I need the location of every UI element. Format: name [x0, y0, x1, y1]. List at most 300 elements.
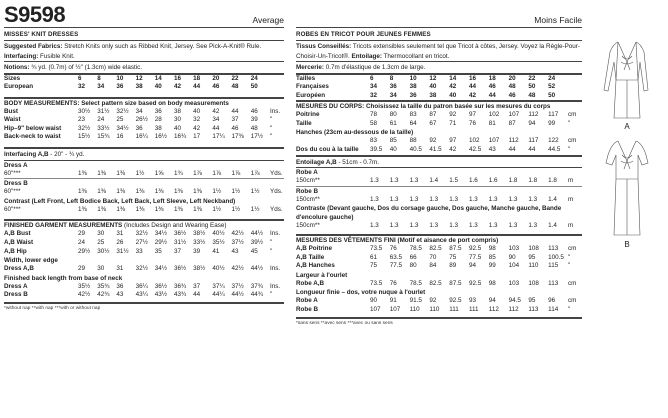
interfacing-text: Fusible Knit. [40, 52, 75, 60]
cell-value: 40 [154, 83, 162, 91]
row-label: 150cm** [296, 177, 320, 185]
cell-value: 96 [548, 297, 556, 305]
cell-value: 45 [250, 247, 258, 255]
row-label: 60"*** [4, 169, 21, 177]
table-row [296, 75, 582, 84]
table-row [296, 245, 582, 254]
notions-info-fr [296, 62, 582, 75]
cell-value: 107 [370, 305, 381, 313]
section-title-fr: ROBES EN TRICOT POUR JEUNES FEMMES [296, 28, 582, 41]
cell-value: 32½ [135, 230, 148, 238]
cell-value: 1⅞ [231, 169, 241, 177]
cell-value: 1½ [231, 205, 241, 213]
cell-value: 8 [97, 74, 101, 82]
cell-value: 46 [212, 83, 220, 91]
row-label: Dress B [4, 291, 28, 299]
cell-value: 44 [231, 107, 239, 115]
cell-value: 32½ [116, 107, 129, 115]
row-label: Taille [296, 119, 312, 127]
cell-value: 87 [508, 119, 516, 127]
cell-value: 104 [508, 262, 520, 270]
finished-subtitle-fr: (Motif et aisance de port compris) [397, 236, 499, 244]
row-label: A,B Waist [4, 238, 34, 246]
body-measurements-header-fr [296, 102, 582, 111]
table-row [296, 120, 582, 129]
cell-value: 34 [389, 91, 397, 99]
body-measurements-header [4, 99, 284, 108]
cell-value: 1⅜ [135, 188, 145, 196]
cell-value: 43½ [154, 291, 168, 299]
cell-value: 44 [212, 124, 220, 132]
fabrics-info-fr [296, 41, 582, 62]
cell-value: 97 [449, 137, 457, 145]
cell-value: 48 [250, 124, 258, 132]
cell-value: 1.3 [389, 177, 399, 185]
unit-label [270, 83, 284, 92]
cell-value: 1⅜ [173, 205, 183, 213]
cell-value: 17½ [250, 133, 263, 141]
illustrations [586, 0, 668, 418]
cell-value: 1.3 [528, 222, 538, 230]
cell-value: 122 [548, 137, 559, 145]
cell-value: 36 [389, 83, 397, 91]
table-row [4, 265, 284, 274]
body-measurements-table-fr [296, 111, 582, 128]
cell-value: 73.5 [370, 244, 383, 252]
cell-value: 36¾ [173, 282, 187, 290]
table-row [4, 248, 284, 257]
table-row [4, 108, 284, 117]
unit-label: cm [568, 279, 577, 287]
notions-text: ¾ yd. (0.7m) of ½" (1.3cm) wide elastic. [31, 64, 143, 71]
cell-value: 30½ [97, 247, 110, 255]
cell-value: 78.5 [409, 244, 422, 252]
cell-value: 37½ [231, 238, 244, 246]
row-label: European [4, 83, 34, 91]
cell-value: 37½ [231, 282, 244, 290]
cell-value: 43 [231, 247, 239, 255]
sizes-table [4, 75, 284, 92]
unit-label: cm [568, 244, 577, 252]
cell-value: 110 [409, 305, 420, 313]
unit-label: " [568, 119, 571, 127]
cell-value: 1⅜ [154, 188, 164, 196]
cell-value: 32 [193, 116, 201, 124]
cell-value: 1.4 [548, 222, 557, 230]
cell-value: 67 [429, 119, 437, 127]
cell-value: 28 [154, 116, 162, 124]
interfacing-yardage [4, 149, 284, 161]
cell-value: 92.5 [468, 279, 482, 287]
cell-value: 102 [468, 137, 480, 145]
cell-value: 36 [135, 124, 143, 132]
cell-value: 1½ [250, 205, 260, 213]
cell-value: 1⅞ [212, 169, 222, 177]
cell-value: 61 [370, 253, 378, 261]
cell-value: 30 [173, 116, 181, 124]
width-table-fr [296, 280, 582, 289]
body-subtitle: Select pattern size based on body measurements [81, 99, 229, 107]
table-row [296, 297, 582, 306]
cell-value: 78.5 [409, 279, 422, 287]
pattern-code: S9598 [4, 2, 66, 27]
cell-value: 107 [508, 111, 520, 119]
cell-value: 31½ [173, 238, 187, 246]
cell-value: 89 [449, 262, 457, 270]
cell-value: 82.5 [429, 279, 442, 287]
cell-value: 37 [173, 247, 181, 255]
cell-value: 30½ [78, 107, 91, 115]
cell-value: 1⅞ [193, 169, 202, 177]
unit-label: Yds. [270, 205, 283, 213]
cell-value: 92 [429, 137, 437, 145]
unit-label: " [568, 262, 571, 270]
cell-value: 37 [193, 282, 201, 290]
cell-value: 33 [135, 247, 143, 255]
cell-value: 38 [135, 83, 143, 91]
header-row-fr [296, 0, 582, 28]
cell-value: 46 [250, 107, 258, 115]
table-row [296, 306, 582, 315]
cell-value: 76 [468, 119, 476, 127]
cell-value: 1⅜ [193, 188, 202, 196]
cell-value: 76 [389, 244, 397, 252]
cell-value: 1.3 [409, 195, 419, 203]
cell-value: 42 [212, 107, 220, 115]
cell-value: 12 [429, 74, 437, 82]
cell-value: 42.5 [468, 146, 482, 154]
cell-value: 81 [488, 119, 496, 127]
cell-value: 38 [409, 83, 417, 91]
cell-value: 29½ [78, 247, 91, 255]
cell-value: 48 [528, 91, 536, 99]
unit-label: Yds. [270, 169, 283, 177]
cell-value: 1⅜ [78, 205, 87, 213]
cell-value: 24 [548, 74, 556, 82]
row-label: Hip–9" below waist [4, 124, 62, 132]
cell-value: 20 [508, 74, 516, 82]
cell-value: 64 [409, 119, 417, 127]
cell-value: 1.3 [409, 177, 419, 185]
cell-value: 91.5 [409, 297, 422, 305]
cell-value: 1.3 [528, 195, 538, 203]
cell-value: 25 [116, 116, 124, 124]
hip-table-fr [296, 137, 582, 154]
cell-value: 1.8 [548, 177, 557, 185]
cell-value: 36½ [154, 282, 168, 290]
cell-value: 39 [250, 116, 258, 124]
row-label: 150cm** [296, 222, 320, 230]
cell-value: 95 [528, 297, 536, 305]
interfacing-yardage-text: - 20" - ¾ yd. [48, 151, 85, 159]
cell-value: 1.3 [488, 222, 498, 230]
row-label: Européen [296, 91, 326, 99]
cell-value: 16½ [154, 133, 168, 141]
interfacing-text-fr: Thermocollant en tricot. [383, 52, 450, 60]
robe-a-label: Robe A [296, 169, 318, 177]
cell-value: 38½ [193, 230, 206, 238]
table-row [4, 230, 284, 239]
cell-value: 35½ [212, 238, 225, 246]
cell-value: 20 [212, 74, 220, 82]
row-label: A,B Hip [4, 247, 27, 255]
cell-value: 98 [488, 279, 496, 287]
cell-value: 14 [449, 74, 457, 82]
length-table [4, 283, 284, 300]
cell-value: 32½ [78, 124, 91, 132]
cell-value: 50 [548, 91, 556, 99]
cell-value: 1½ [231, 188, 241, 196]
cell-value: 8 [389, 74, 394, 82]
cell-value: 15¾ [97, 133, 110, 141]
cell-value: 41 [212, 247, 220, 255]
fabrics-label: Suggested Fabrics: [4, 43, 63, 50]
table-row [296, 111, 582, 120]
table-row [296, 83, 582, 92]
unit-label: m [568, 195, 574, 203]
cell-value: 34½ [154, 265, 168, 273]
cell-value: 76 [389, 279, 397, 287]
cell-value: 16¼ [135, 133, 148, 141]
cell-value: 6 [78, 74, 82, 82]
notions-label: Notions: [4, 64, 30, 71]
cell-value: 52 [548, 83, 556, 91]
cell-value: 110 [429, 305, 440, 313]
cell-value: 92.5 [449, 297, 462, 305]
cell-value: 84 [429, 262, 437, 270]
cell-value: 94.5 [508, 297, 521, 305]
dress-b-yardage [4, 188, 284, 197]
cell-value: 30 [97, 265, 105, 273]
dress-a-illustration [586, 0, 668, 130]
cell-value: 17 [193, 133, 201, 141]
cell-value: 15½ [78, 133, 91, 141]
cell-value: 33½ [97, 124, 110, 132]
cell-value: 63.5 [389, 253, 403, 261]
cell-value: 1.3 [488, 195, 498, 203]
cell-value: 1½ [212, 188, 222, 196]
table-row [4, 170, 284, 179]
cell-value: 38½ [193, 265, 206, 273]
cell-value: 31 [116, 265, 124, 273]
cell-value: 1.3 [429, 222, 439, 230]
cell-value: 44½ [250, 265, 263, 273]
cell-value: 80 [409, 262, 417, 270]
cell-value: 87.5 [449, 279, 462, 287]
cell-value: 117 [548, 111, 559, 119]
row-label: Poitrine [296, 111, 320, 119]
table-row [4, 239, 284, 248]
row-label: 60"*** [4, 205, 21, 213]
unit-label: m [568, 177, 574, 185]
cell-value: 18 [193, 74, 201, 82]
cell-value: 107 [389, 305, 401, 313]
width-label: Width, lower edge [4, 257, 58, 265]
finished-table-fr [296, 245, 582, 271]
row-label: Dress A,B [4, 265, 34, 273]
cell-value: 50 [528, 83, 536, 91]
cell-value: 103 [508, 279, 520, 287]
cell-value: 1.3 [389, 195, 399, 203]
notions-label-fr: Mercerie: [296, 64, 325, 71]
cell-value: 1.5 [449, 177, 458, 185]
cell-value: 1⅜ [97, 169, 106, 177]
cell-value: 12 [135, 74, 143, 82]
sizes-table-fr [296, 75, 582, 101]
unit-label: m [568, 222, 574, 230]
cell-value: 1.8 [508, 177, 518, 185]
cell-value: 44¾ [250, 291, 263, 299]
unit-label [270, 75, 284, 84]
length-label-fr: Longueur finie – dos, votre nuque à l'ourlet [296, 289, 426, 297]
cell-value: 113 [528, 305, 539, 313]
cell-value: 46 [508, 91, 516, 99]
cell-value: 115 [548, 262, 559, 270]
cell-value: 36 [409, 91, 417, 99]
cell-value: 112 [508, 137, 519, 145]
cell-value: 1.3 [468, 195, 478, 203]
interfacing-yardage-label-fr: Entoilage A,B [296, 158, 337, 166]
cell-value: 48 [231, 83, 239, 91]
fabrics-info [4, 41, 284, 62]
cell-value: 100.5 [548, 253, 564, 261]
cell-value: 34½ [116, 124, 129, 132]
cell-value: 94 [488, 297, 496, 305]
cell-value: 71 [449, 119, 457, 127]
notions-info [4, 62, 284, 75]
header-row [4, 0, 284, 28]
row-label: A,B Taille [296, 253, 325, 261]
cell-value: 17¼ [212, 133, 225, 141]
unit-label: " [270, 247, 273, 255]
interfacing-yardage-text-fr: - 51cm - 0.7m. [336, 158, 380, 166]
cell-value: 42 [173, 83, 181, 91]
cell-value: 1⅜ [135, 205, 145, 213]
cell-value: 58 [370, 119, 378, 127]
cell-value: 36 [154, 107, 162, 115]
cell-value: 44½ [250, 230, 263, 238]
robe-b-label: Robe B [296, 187, 319, 195]
finished-subtitle: (Includes Design and Wearing Ease) [124, 222, 227, 230]
table-row [296, 177, 582, 186]
cell-value: 92 [449, 111, 457, 119]
cell-value: 32½ [135, 265, 148, 273]
cell-value: 112 [528, 111, 539, 119]
cell-value: 37¾ [250, 282, 263, 290]
cell-value: 6 [370, 74, 374, 82]
cell-value: 107 [488, 137, 500, 145]
cell-value: 16 [116, 133, 124, 141]
cell-value: 40½ [212, 230, 225, 238]
cell-value: 77.5 [389, 262, 403, 270]
cell-value: 42 [449, 83, 457, 91]
cell-value: 38 [154, 124, 162, 132]
cell-value: 1.3 [389, 222, 399, 230]
cell-value: 44½ [231, 291, 244, 299]
english-section [4, 0, 284, 311]
cell-value: 39½ [250, 238, 263, 246]
unit-label: " [270, 116, 273, 124]
unit-label: " [270, 124, 273, 132]
cell-value: 41.5 [429, 146, 442, 154]
cell-value: 113 [548, 279, 559, 287]
cell-value: 75 [449, 253, 457, 261]
cell-value: 26½ [135, 116, 148, 124]
row-label: Robe A,B [296, 279, 325, 287]
cell-value: 1⅜ [116, 169, 126, 177]
cell-value: 44.5 [548, 146, 561, 154]
cell-value: 1.3 [508, 195, 518, 203]
cell-value: 44 [488, 91, 496, 99]
cell-value: 1.6 [488, 177, 498, 185]
cell-value: 108 [528, 244, 539, 252]
cell-value: 1¾ [173, 169, 183, 177]
cell-value: 80 [389, 111, 397, 119]
cell-value: 27½ [135, 238, 148, 246]
interfacing-yardage-fr [296, 157, 582, 169]
unit-label: " [568, 146, 571, 154]
cell-value: 1⅜ [78, 188, 87, 196]
table-row [4, 133, 284, 142]
row-label: Waist [4, 116, 21, 124]
row-label: Back-neck to waist [4, 133, 61, 141]
body-title: BODY MEASUREMENTS: [4, 99, 80, 107]
cell-value: 34 [97, 83, 105, 91]
cell-value: 1½ [135, 169, 145, 177]
view-a-label: A [624, 122, 630, 131]
table-row [4, 116, 284, 125]
cell-value: 36½ [173, 265, 187, 273]
cell-value: 46 [488, 83, 496, 91]
contrast-yardage [4, 206, 284, 215]
table-row [4, 291, 284, 300]
unit-label: Ins. [270, 265, 281, 273]
cell-value: 98 [488, 244, 496, 252]
cell-value: 38 [173, 107, 181, 115]
row-label: Robe A [296, 297, 318, 305]
cell-value: 35½ [78, 282, 91, 290]
cell-value: 40.5 [409, 146, 422, 154]
cell-value: 44 [193, 83, 201, 91]
cell-value: 39 [193, 247, 201, 255]
cell-value: 16¾ [173, 133, 187, 141]
row-label: 150cm** [296, 195, 320, 203]
cell-value: 42¾ [97, 291, 110, 299]
cell-value: 94 [468, 262, 476, 270]
cell-value: 61 [389, 119, 397, 127]
cell-value: 93 [468, 297, 476, 305]
cell-value: 91 [389, 297, 397, 305]
cell-value: 46 [231, 124, 239, 132]
cell-value: 37¼ [212, 282, 225, 290]
cell-value: 1½ [212, 205, 222, 213]
cell-value: 34 [370, 83, 378, 91]
notions-text-fr: 0.7m d'élastique de 1.3cm de large. [325, 64, 426, 71]
unit-label: cm [568, 137, 577, 145]
cell-value: 31½ [116, 247, 129, 255]
cell-value: 38 [429, 91, 437, 99]
table-row [296, 280, 582, 289]
cell-value: 18 [488, 74, 496, 82]
cell-value: 1⅜ [97, 188, 106, 196]
cell-value: 31½ [97, 107, 110, 115]
cell-value: 37 [231, 116, 239, 124]
cell-value: 16 [173, 74, 181, 82]
cell-value: 43¼ [135, 291, 148, 299]
interfacing-label-fr: Entoilage: [351, 52, 382, 60]
cell-value: 10 [116, 74, 124, 82]
cell-value: 95 [528, 253, 536, 261]
